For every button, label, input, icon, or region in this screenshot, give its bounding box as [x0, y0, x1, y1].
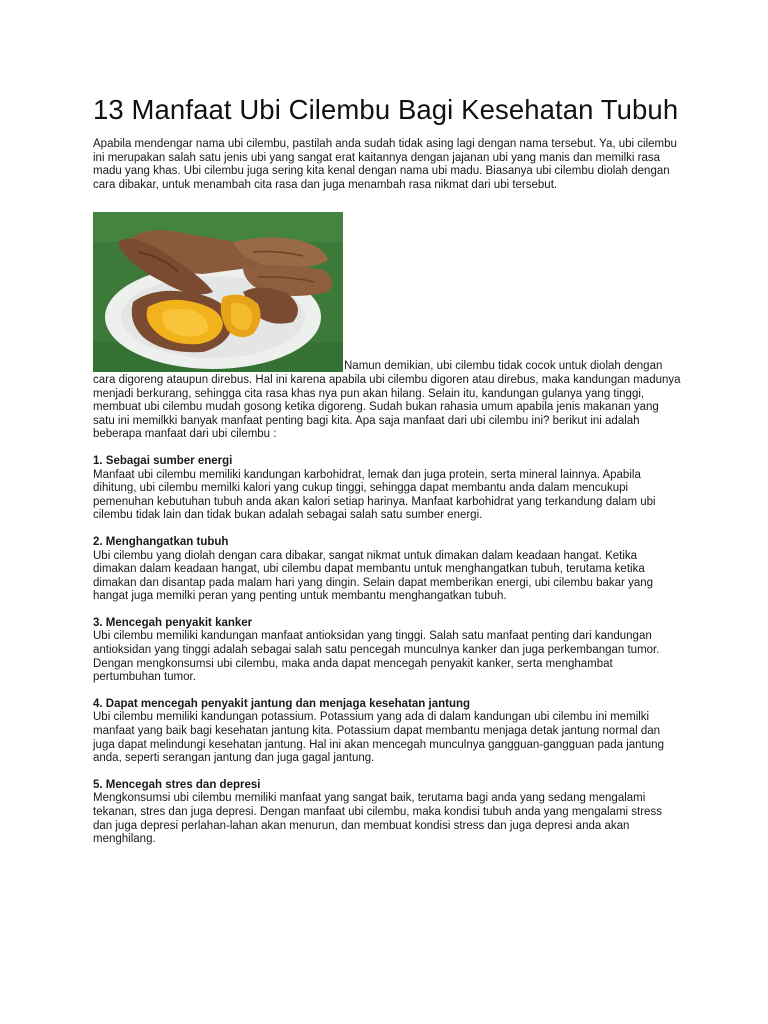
section-body: Ubi cilembu memiliki kandungan manfaat antioksidan yang tinggi. Salah satu manfaat penting dari kandungan antioksidan yang tinggi adalah sebagai salah satu pencegah munculnya kanker dan juga perkembangan tumor. Dengan mengkonsumsi ubi cilembu, maka anda dapat mencegah penyakit kanker, serta menghambat pertumbuhan tumor. [93, 630, 660, 684]
section-body: Ubi cilembu yang diolah dengan cara dibakar, sangat nikmat untuk dimakan dalam keadaan hangat. Ketika dimakan dalam keadaan hangat, ubi cilembu dapat membantu untuk menghangatkan tubuh, terutama ketika dimakan dan disantap pada malam hari yang dingin. Selain dapat memberikan energi, ubi cilembu bakar yang hangat juga memilki peran yang penting untuk membantu menghangatkan tubuh. [93, 549, 654, 603]
section-body: Mengkonsumsi ubi cilembu memiliki manfaat yang sangat baik, terutama bagi anda yang sedang mengalami tekanan, stres dan juga depresi. Dengan manfaat ubi cilembu, maka kondisi tubuh anda yang mengalami stress dan juga depresi perlahan-lahan akan menurun, dan membuat kondisi stress dan juga depresi anda akan menghilang. [93, 792, 662, 846]
section-heading: 2. Menghangatkan tubuh [93, 535, 229, 548]
section-3 [93, 617, 683, 685]
section-body: Manfaat ubi cilembu memiliki kandungan karbohidrat, lemak dan juga protein, serta mineral lainnya. Apabila dihitung, ubi cilembu memilki kalori yang cukup tinggi, sehingga dapat membantu anda dalam mencukupi pemenuhan kebutuhan tubuh anda akan kalori setiap harinya. Manfaat karbohidrat yang terkandung dalam ubi cilembu tidak lain dan tidak bukan adalah sebagai salah satu sumber energi. [93, 468, 656, 522]
section-4 [93, 698, 683, 766]
section-heading: 5. Mencegah stres dan depresi [93, 778, 261, 791]
section-heading: 1. Sebagai sumber energi [93, 454, 233, 467]
document-page [93, 90, 683, 847]
section-heading: 3. Mencegah penyakit kanker [93, 616, 253, 629]
intro-paragraph: Apabila mendengar nama ubi cilembu, pastilah anda sudah tidak asing lagi dengan nama tersebut. Ya, ubi cilembu ini merupakan salah satu jenis ubi yang sangat erat kaitannya dengan jajanan ubi yang manis dan memilki rasa madu yang khas. Ubi cilembu juga sering kita kenal dengan nama ubi madu. Biasanya ubi cilembu diolah dengan cara dibakar, untuk menambah cita rasa dan juga menambah rasa nikmat dari ubi tersebut. [93, 138, 677, 191]
page-title: 13 Manfaat Ubi Cilembu Bagi Kesehatan Tubuh [93, 94, 679, 125]
section-5 [93, 779, 683, 847]
figure-block [93, 212, 683, 442]
section-2 [93, 536, 683, 604]
section-1 [93, 455, 683, 523]
after-photo-paragraph: Namun demikian, ubi cilembu tidak cocok untuk diolah dengan cara digoreng ataupun direbus. Hal ini karena apabila ubi cilembu digoren atau direbus, maka kandungan madunya menjadi berkurang, sehingga cita rasa khas nya pun akan hilang. Selain itu, kandungan gulanya yang tinggi, membuat ubi cilembu mudah gosong ketika digoreng. Sudah bukan rahasia umum apabila jenis makanan yang satu ini memilkki banyak manfaat penting bagi kita. Apa saja manfaat dari ubi cilembu ini? berikut ini adalah beberapa manfaat dari ubi cilembu : [93, 360, 681, 441]
section-heading: 4. Dapat mencegah penyakit jantung dan menjaga kesehatan jantung [93, 697, 471, 710]
section-body: Ubi cilembu memiliki kandungan potassium. Potassium yang ada di dalam kandungan ubi cilembu ini memilki manfaat yang baik bagi kesehatan jantung kita. Potassium dapat membantu menjaga detak jantung normal dan juga dapat melindungi kesehatan jantung. Hal ini akan mencegah munculnya gangguan-gangguan pada jantung anda, seperti serangan jantung dan juga gagal jantung. [93, 711, 664, 765]
sweet-potato-photo [93, 212, 343, 372]
